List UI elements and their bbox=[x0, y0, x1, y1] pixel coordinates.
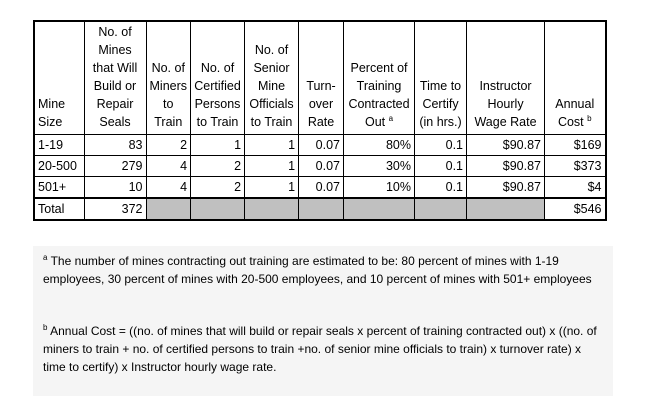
cell-mines: 83 bbox=[84, 135, 146, 156]
cell-wage: $90.87 bbox=[467, 156, 545, 177]
cell-wage: $90.87 bbox=[467, 135, 545, 156]
gray-cell bbox=[146, 198, 191, 220]
header-miners: No. of Miners to Train bbox=[146, 21, 191, 135]
cell-certified: 2 bbox=[191, 177, 245, 199]
cell-cost: $4 bbox=[545, 177, 606, 199]
cost-table bbox=[33, 20, 607, 221]
footnote-b-marker: b bbox=[587, 113, 592, 123]
cell-time: 0.1 bbox=[415, 177, 467, 199]
cell-officials: 1 bbox=[245, 135, 299, 156]
header-wage: Instructor Hourly Wage Rate bbox=[467, 21, 545, 135]
table-row bbox=[34, 177, 606, 199]
total-row bbox=[34, 198, 606, 220]
gray-cell bbox=[299, 198, 344, 220]
footnote-a-text: The number of mines contracting out training are estimated to be: 80 percent of mines with 1-19 employees, 30 percent of mines with 20-500 employees, and 10 percent of mines with 501+ employees bbox=[43, 254, 592, 286]
header-certified: No. of Certified Persons to Train bbox=[191, 21, 245, 135]
gray-cell bbox=[191, 198, 245, 220]
cell-certified: 1 bbox=[191, 135, 245, 156]
header-percent-text: Percent of Training Contracted Out bbox=[348, 61, 410, 129]
total-label: Total bbox=[34, 198, 84, 220]
footnote-b-text: Annual Cost = ((no. of mines that will build or repair seals x percent of training contracted out) x ((no. of miners to train + no. of certified persons to train +no. of senior mine officials to train) x turnover rate) x time to certify) x Instructor hourly wage rate. bbox=[43, 324, 597, 374]
header-row bbox=[34, 21, 606, 135]
header-time: Time to Certify (in hrs.) bbox=[415, 21, 467, 135]
cell-mines: 279 bbox=[84, 156, 146, 177]
cell-mines: 10 bbox=[84, 177, 146, 199]
cell-size: 1-19 bbox=[34, 135, 84, 156]
table-row bbox=[34, 156, 606, 177]
table-row bbox=[34, 135, 606, 156]
cell-cost: $169 bbox=[545, 135, 606, 156]
cell-turnover: 0.07 bbox=[299, 177, 344, 199]
cell-officials: 1 bbox=[245, 156, 299, 177]
cell-miners: 2 bbox=[146, 135, 191, 156]
header-percent bbox=[344, 21, 415, 135]
footnote-a-mark: a bbox=[43, 253, 48, 262]
footnote-a bbox=[43, 252, 603, 288]
cell-cost: $373 bbox=[545, 156, 606, 177]
cell-certified: 2 bbox=[191, 156, 245, 177]
gray-cell bbox=[415, 198, 467, 220]
cell-officials: 1 bbox=[245, 177, 299, 199]
header-mines: No. of Mines that Will Build or Repair Seals bbox=[84, 21, 146, 135]
cell-time: 0.1 bbox=[415, 156, 467, 177]
cell-percent: 10% bbox=[344, 177, 415, 199]
header-cost bbox=[545, 21, 606, 135]
cell-wage: $90.87 bbox=[467, 177, 545, 199]
total-cost: $546 bbox=[545, 198, 606, 220]
header-turnover: Turn-over Rate bbox=[299, 21, 344, 135]
footnotes-section bbox=[33, 246, 613, 396]
footnote-a-marker: a bbox=[388, 113, 394, 123]
gray-cell bbox=[467, 198, 545, 220]
header-officials: No. of Senior Mine Officials to Train bbox=[245, 21, 299, 135]
gray-cell bbox=[245, 198, 299, 220]
cell-size: 20-500 bbox=[34, 156, 84, 177]
total-mines: 372 bbox=[84, 198, 146, 220]
cell-time: 0.1 bbox=[415, 135, 467, 156]
header-mine-size: Mine Size bbox=[34, 21, 84, 135]
footnote-b-mark: b bbox=[43, 323, 48, 332]
cell-percent: 30% bbox=[344, 156, 415, 177]
cell-miners: 4 bbox=[146, 156, 191, 177]
cell-size: 501+ bbox=[34, 177, 84, 199]
footnote-b bbox=[43, 322, 603, 376]
cell-turnover: 0.07 bbox=[299, 135, 344, 156]
cell-turnover: 0.07 bbox=[299, 156, 344, 177]
cost-table-container bbox=[33, 20, 607, 221]
cell-percent: 80% bbox=[344, 135, 415, 156]
header-cost-text: Annual Cost bbox=[555, 97, 595, 129]
gray-cell bbox=[344, 198, 415, 220]
cell-miners: 4 bbox=[146, 177, 191, 199]
